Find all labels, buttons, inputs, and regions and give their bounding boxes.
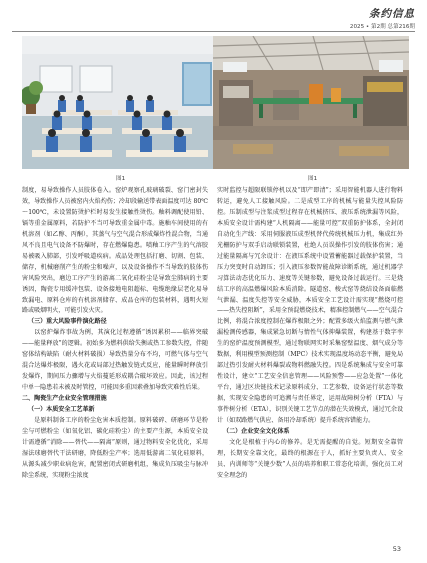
left-column <box>22 186 208 482</box>
paragraph: 制度，易导致操作人员肢体卷入。窑炉观察孔玻璃破裂、窑门密封失效，导致操作人员被窑内火焰灼伤；冷却段输送带表面温度可达 80℃～100℃，未设置防烫护栏时易发生接触性烫伤。釉料调配使用铅、镉等重金属原料，若防护不当可导致重金属中毒。施釉车间使用的有机溶剂（如乙醇、丙酮），其蒸气与空气混合形成爆炸性混合物，当通风不良且电气设备不防爆时，存在燃爆隐患。喷釉工序产生的气溶胶易被吸入肺部，引发呼吸道疾病。成品处理包括打磨、切割、包装、储存，机械磨削产生的粉尘和噪声，以及设备操作不当导致的肢体伤害风险突出，磨边工序产生的游离二氧化硅粉尘是导致尘肺病的主要诱因，陶瓷专用缓冲包装、设备接地电阻超标、电缆绝缘层老化易导致漏电、原料仓库的有机溶剂储存、成品仓库的包装材料，遇明火短路或吸烟明火，可能引发火灾。 <box>22 187 208 315</box>
figure-1-caption: 图1 <box>116 176 126 182</box>
subsection-heading: （二）企业安全文化体系 <box>223 427 290 435</box>
subsection-heading: （一）本质安全工艺革新 <box>28 406 95 414</box>
journal-brand: 条约信息 <box>369 8 415 20</box>
issue-info: 2025 • 第2期 总第216期 <box>349 24 415 30</box>
paragraph: 实时监控与超限联锁停机以及“即产即清”；采用智能机器人进行物料转运，避免人工接触风险。二是成型工序的机械与能量失控风险防控。压制成型与注浆成型过程存在机械挤压、液压系统泄漏等风险，本质安全设计需构建“人机隔离——能量可控”双重防护体系，全封闭自动化生产线：采用伺服液压成型机替代传统机械压力机，集成红外光栅防护与双手启动联锁装置，杜绝人员误操作引发的肢体伤害；通过能量隔离与冗余设计：在液压系统中设置蓄能器过载保护装置，当压力突变时自动卸压；引入液压参数智能故障诊断系统，通过机器学习算法动态优化压力、速度等关键参数，避免设备过载运行。三是烧结工序的高温燃爆风险本质消除。隧道窑、梭式窑等烧结设备面临燃气泄漏、温度失控等安全威胁，本质安全工艺设计需实现“燃烧可控——热失控阻断”，采用全预混燃烧技术，精准控制燃气——空气混合比例，将混合浓度控制在爆炸极限之外；配置多级火焰监测与燃气泄漏检测传感器，集成紧急切断与惰性气体抑爆装置，构建基于数字孪生的窑炉温度预测模型，通过物联网实时采集窑壁温度、烟气成分等数据，利用模型预测控制（MPC）技术实现温度场动态平衡，避免局部过热引发耐火材料爆裂或物料燃融失控。四是系统集成与安全可靠性设计，建立“工艺安全信息管理——风险预警——应急处置”一体化平台，通过区块链技术记录原料成分、工艺参数、设备运行状态等数据，实现安全隐患的可追溯与责任界定，运用故障树分析（FTA）与事件树分析（ETA），识别关键工艺节点的潜在失效模式，通过冗余设计（如双路燃气供应、备用冷却系统）提升系统容错能力。 <box>217 187 403 425</box>
figure-2-caption: 图1 <box>308 176 318 182</box>
paragraph: 是原料制备工序的粉尘危害本质控制。原料破碎、研磨环节是粉尘与可燃粉尘（如氧化铝、碳化硅粉尘）的主要产生源，本质安全设计需遵循“消除——替代——隔离”原则，通过物料安全化优化，采用湿法球磨替代干法研磨，降低粉尘产率；选用低游离二氧化硅原料，从源头减少职业病危害，配置密闭式研磨机组，集成负压吸尘与脉冲除尘系统，实现粉尘浓度 <box>22 417 208 479</box>
paragraph: 文化是根植于内心的修养。是无需提醒的自觉。短期安全靠管理，长期安全靠文化，最终的根源在于人，抓好主要负责人、安全员、内训师等“关键少数”人员的培养和职工常态化培训，强化员工对安全理念的 <box>217 438 403 479</box>
section-heading: 二、陶瓷生产企业安全管理措施 <box>22 395 107 403</box>
right-column <box>217 186 403 482</box>
paragraph: 以窑炉爆炸事故为例，其演化过程遵循“诱因累积——临界突破——能量释放”的逻辑。初始多为燃料供给失衡或热工参数失控，伴随窑体结构缺陷（耐火材料破损）导致热量分布不均，可燃气体与空气混合达爆炸极限，遇火花或局部过热触发链式反应，能量瞬时释放引发爆炸，期间压力骤增与火焰蔓延形成耦合破坏效应。因此，该过程中单一隐患若未被及时管控，可能因多重因素叠加导致灾难性后果。 <box>22 329 208 392</box>
figure-2-photo <box>213 36 409 169</box>
header-rule <box>12 31 415 32</box>
page-number: 53 <box>392 545 401 553</box>
page-header <box>350 6 415 30</box>
subsection-heading: （三）重大风险事件演化路径 <box>28 318 107 326</box>
figure-1-photo <box>22 36 218 169</box>
